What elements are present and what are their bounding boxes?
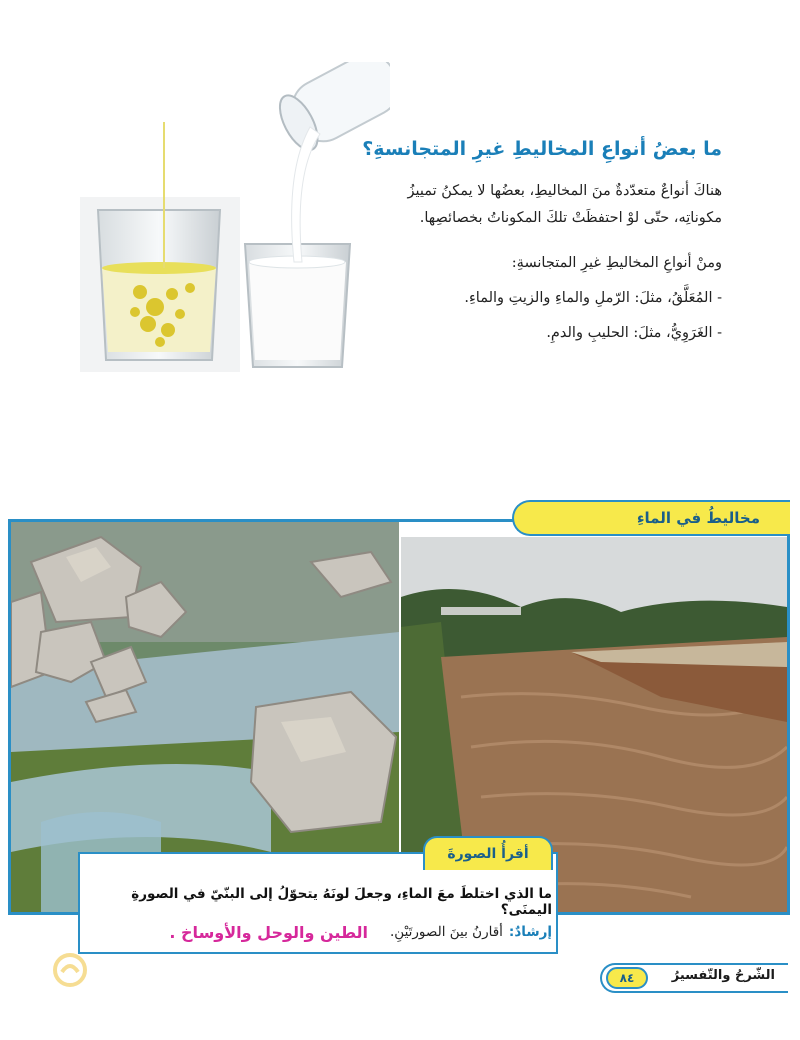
hint-text: أقارنُ بينَ الصورتَيْنِ. — [390, 924, 503, 940]
watermark-logo — [52, 952, 88, 988]
page-number: ٨٤ — [606, 967, 648, 989]
type-suspension: - المُعَلَّقُ، مثلَ: الرّملِ والماءِ والزيتِ والماءِ. — [464, 290, 722, 306]
answer-text: الطين والوحل والأوساخ . — [169, 922, 369, 942]
hint-row — [84, 920, 552, 944]
figure-header-label: مخاليطُ في الماءِ — [636, 509, 760, 527]
read-picture-label: أقرأُ الصورةَ — [447, 846, 529, 862]
frame-border-right — [787, 536, 790, 915]
logo-icon — [52, 952, 88, 988]
section-title: ما بعضُ أنواعِ المخاليطِ غيرِ المتجانسةِ؟ — [362, 138, 722, 160]
types-intro: ومنْ أنواعِ المخاليطِ غيرِ المتجانسةِ: — [511, 255, 722, 271]
type-colloid: - الغَرَوِيُّ، مثلَ: الحليبِ والدمِ. — [546, 325, 722, 341]
read-picture-tab — [423, 836, 553, 870]
footer-title: الشّرحُ والتّفسيرُ — [671, 968, 775, 983]
question-text: ما الذي اختلطَ معَ الماءِ، وجعلَ لونَهُ يتحوّلُ إلى البنّيّ في الصورةِ اليمنَى؟ — [131, 886, 552, 918]
figure-header-tab — [512, 500, 790, 536]
intro-paragraph: هناكَ أنواعٌ متعدّدةٌ منَ المخاليطِ، بعضُها لا يمكنُ تمييزُ مكوناتِه، حتّى لوْ احتفظَتْ تلكَ المكوناتُ بخصائصِها. — [407, 183, 722, 226]
oil-and-milk-glasses-image — [80, 62, 390, 382]
glasses-illustration — [80, 62, 390, 382]
hint-label: إرشادٌ: — [508, 924, 552, 940]
